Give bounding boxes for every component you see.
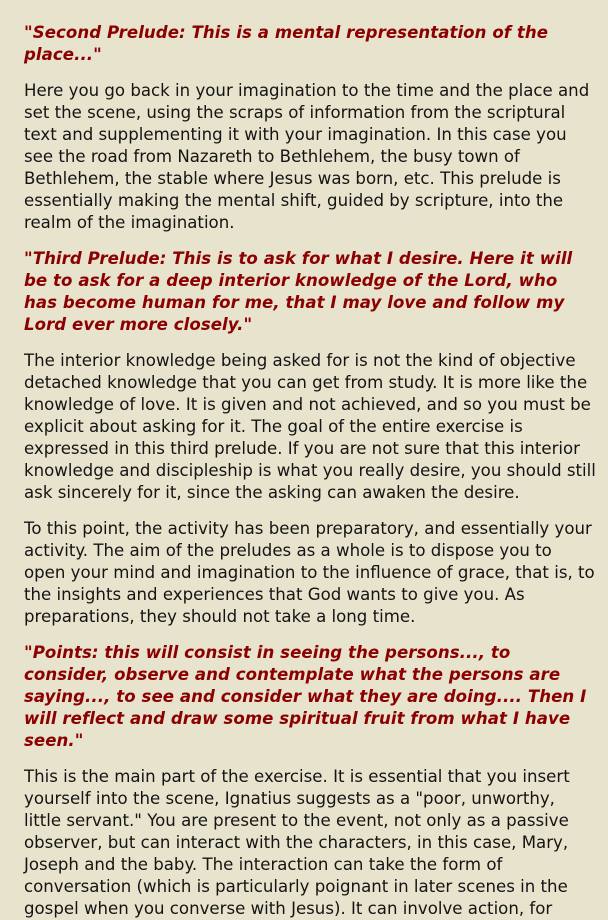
points-paragraph: This is the main part of the exercise. It is essential that you insert yourself into the scene, Ignatius suggests as a "poor, unworthy, little servant." You are present to the event, not only as a passive observer, but can interact with the characters, in this case, Mary, Joseph and the baby. The interaction can take the form of conversation (which is particularly poignant in later scenes in the gospel when you converse with Jesus). It can involve action, for bbox=[24, 767, 570, 918]
second-prelude-heading: "Second Prelude: This is a mental representation of the place..." bbox=[24, 23, 549, 64]
preludes-summary-paragraph: To this point, the activity has been preparatory, and essentially your activity. The aim of the preludes as a whole is to dispose you to open your mind and imagination to the influence of grace, that is, to the insights and experiences that God wants to give you. As preparations, they should not take a long time. bbox=[24, 519, 595, 626]
third-prelude-paragraph: The interior knowledge being asked for is not the kind of objective detached knowledge that you can get from study. It is more like the knowledge of love. It is given and not achieved, and so you must be explicit about asking for it. The goal of the entire exercise is expressed in this third prelude. If you are not sure that this interior knowledge and discipleship is what you really desire, you should still ask sincerely for it, since the asking can awaken the desire. bbox=[24, 351, 596, 502]
third-prelude-heading: "Third Prelude: This is to ask for what I desire. Here it will be to ask for a deep interior knowledge of the Lord, who has become human for me, that I may love and follow my Lord ever more closely." bbox=[24, 249, 573, 334]
second-prelude-paragraph: Here you go back in your imagination to the time and the place and set the scene, using the scraps of information from the scriptural text and supplementing it with your imagination. In this case you see the road from Nazareth to Bethlehem, the busy town of Bethlehem, the stable where Jesus was born, etc. This prelude is essentially making the mental shift, guided by scripture, into the realm of the imagination. bbox=[24, 81, 590, 232]
points-heading: "Points: this will consist in seeing the persons..., to consider, observe and contemplate what the persons are saying..., to see and consider what they are doing.... Then I will reflect and draw some spiritual fruit from what I have seen." bbox=[24, 643, 587, 750]
